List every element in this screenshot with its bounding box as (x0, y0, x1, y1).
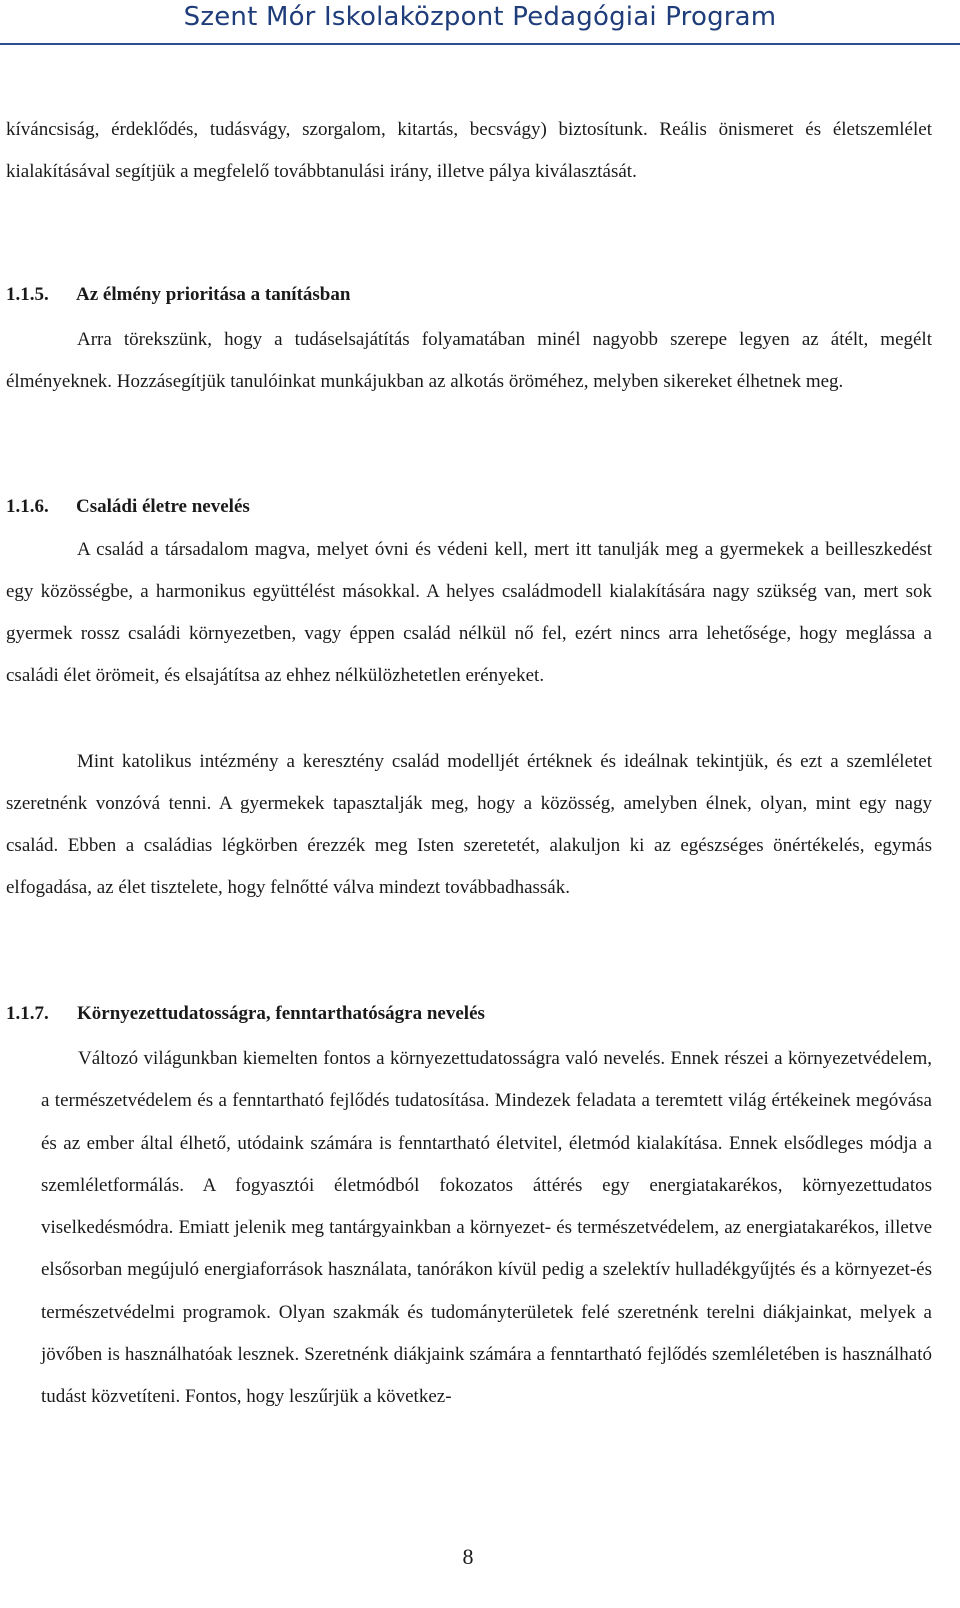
header-title: Szent Mór Iskolaközpont Pedagógiai Program (183, 2, 777, 32)
section-paragraph: Változó világunkban kiemelten fontos a környezettudatosságra való nevelés. Ennek részei a környezetvédelem, a természetvédelem és a fenntartható fejlődés tudatosítása. Mindezek feladata a teremtett világ értékeinek megóvása és az ember által élhető, utódaink számára is fenntartható életvitel, életmód kialakítása. Ennek elsődleges módja a szemléletformálás. A fogyasztói életmódból fokozatos áttérés egy energiatakarékos, környezettudatos viselkedésmódra. Emiatt jelenik meg tantárgyainkban a környezet- és természetvédelem, az energiatakarékos, illetve elsősorban megújuló energiaforrások használata, tanórákon kívül pedig a szelektív hulladékgyűjtés és a környezet-és természetvédelmi programok. Olyan szakmák és tudományterületek felé szeretnénk terelni diákjainkat, melyek a jövőben is használhatóak lesznek. Szeretnénk diákjaink számára a fenntartható fejlődés szemléletében is használható tudást közvetíteni. Fontos, hogy leszűrjük a következ- (41, 1048, 932, 1408)
section-paragraph: Arra törekszünk, hogy a tudáselsajátítás folyamatában minél nagyobb szerepe legyen az átélt, megélt élményeknek. Hozzásegítjük tanulóinkat munkájukban az alkotás öröméhez, melyben sikereket élhetnek meg. (6, 329, 932, 392)
section-title: Családi életre nevelés (76, 496, 250, 517)
page-header (0, 0, 960, 44)
page-number: 8 (462, 1544, 474, 1569)
section-heading-1-1-5 (6, 281, 350, 309)
section-number: 1.1.5. (6, 284, 49, 305)
section-number: 1.1.6. (6, 496, 49, 517)
section-paragraph: Mint katolikus intézmény a keresztény család modelljét értéknek és ideálnak tekintjük, és ezt a szemléletet szeretnénk vonzóvá tenni. A gyermekek tapasztalják meg, hogy a közösség, amelyben élnek, olyan, mint egy nagy család. Ebben a családias légkörben érezzék meg Isten szeretetét, alakuljon ki az egészséges önértékelés, egymás elfogadása, az élet tisztelete, hogy felnőtté válva mindezt továbbadhassák. (6, 751, 932, 898)
section-paragraph: A család a társadalom magva, melyet óvni és védeni kell, mert itt tanulják meg a gyermekek a beilleszkedést egy közösségbe, a harmonikus együttélést másokkal. A helyes családmodell kialakítására nagy szükség van, mert sok gyermek rossz családi környezetben, vagy éppen család nélkül nő fel, ezért nincs arra lehetősége, hogy meglássa a családi élet örömeit, és elsajátítsa az ehhez nélkülözhetetlen erényeket. (6, 539, 932, 686)
header-divider (0, 43, 960, 45)
section-title: Az élmény prioritása a tanításban (76, 284, 351, 305)
section-heading-1-1-7 (6, 1000, 485, 1028)
section-number: 1.1.7. (6, 1003, 49, 1024)
section-heading-1-1-6 (6, 493, 250, 521)
section-title: Környezettudatosságra, fenntarthatóságra nevelés (77, 1003, 485, 1024)
intro-paragraph: kíváncsiság, érdeklődés, tudásvágy, szorgalom, kitartás, becsvágy) biztosítunk. Reális önismeret és életszemlélet kialakításával segítjük a megfelelő továbbtanulási irány, illetve pálya kiválasztását. (6, 119, 932, 182)
